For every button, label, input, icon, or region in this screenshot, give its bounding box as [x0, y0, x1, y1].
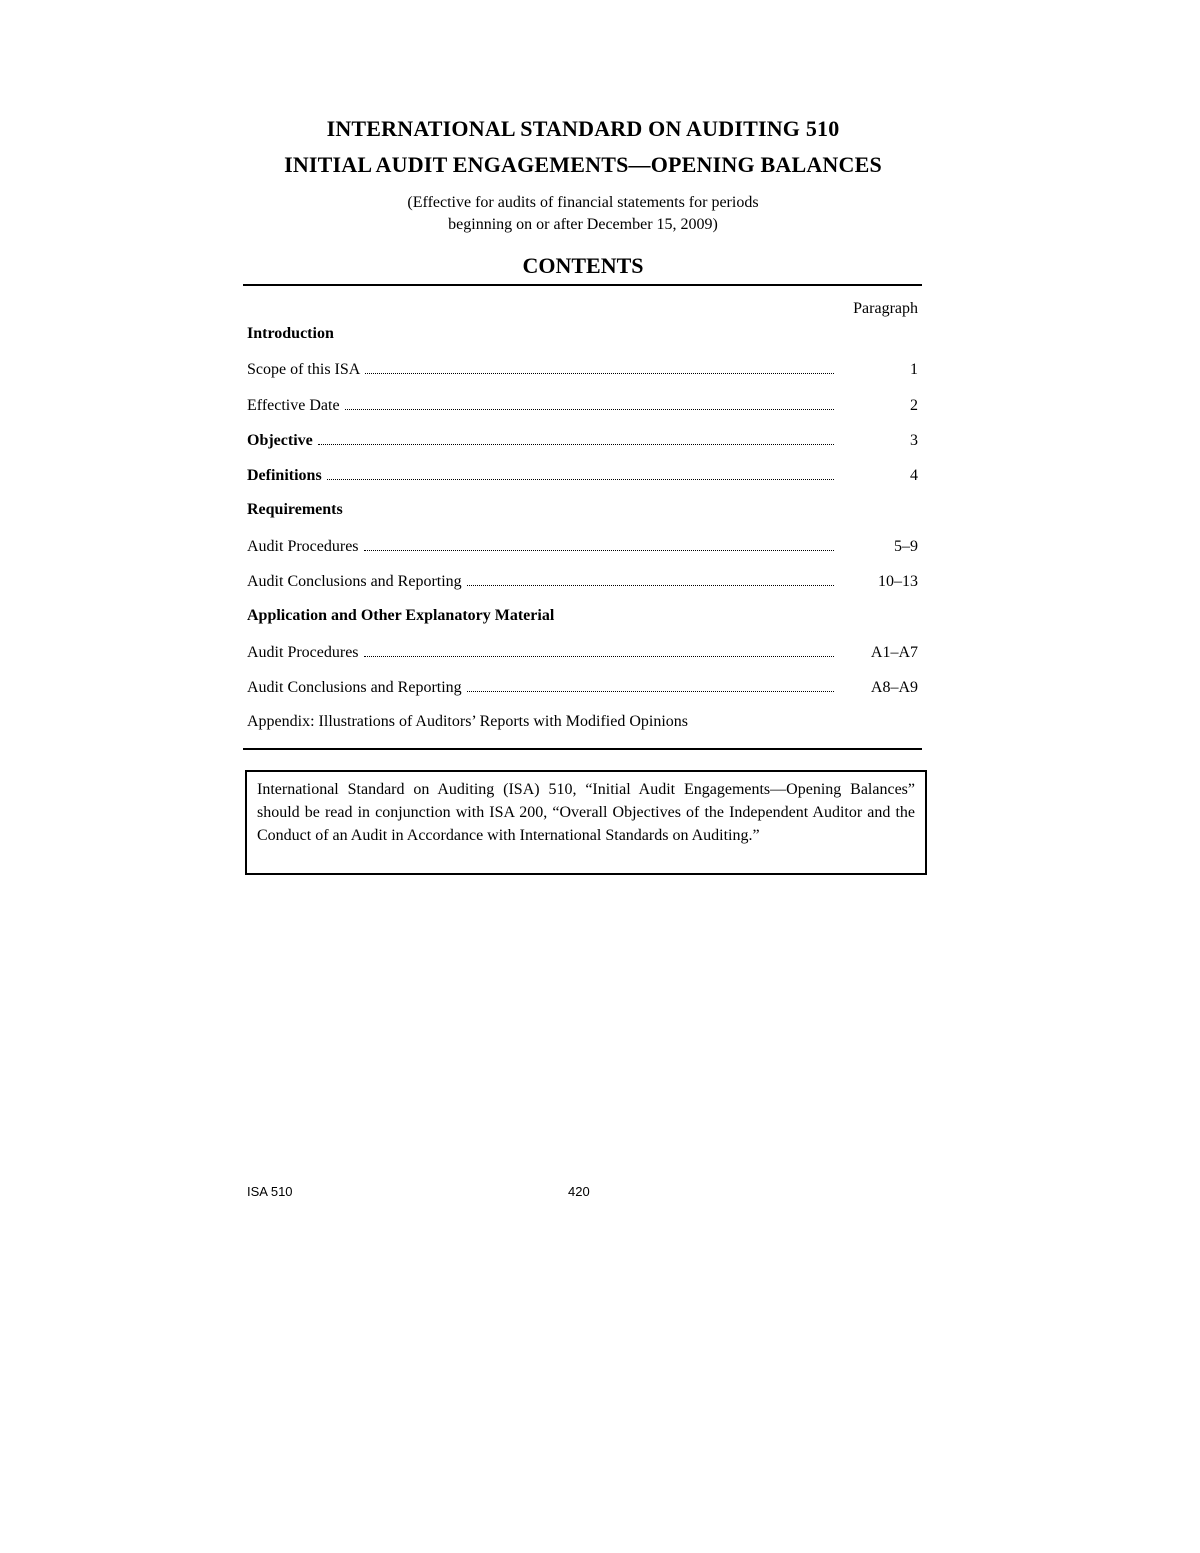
- standard-subtitle: INITIAL AUDIT ENGAGEMENTS—OPENING BALANCES: [284, 152, 882, 177]
- effective-line-2: beginning on or after December 15, 2009): [448, 216, 718, 233]
- contents-heading: CONTENTS: [522, 253, 644, 278]
- toc-entry-app-conclusions: [247, 676, 918, 698]
- toc-entry-appendix: [247, 711, 918, 733]
- toc-entry-req-conclusions: [247, 570, 918, 592]
- toc-entry-label: Audit Conclusions and Reporting: [247, 573, 462, 590]
- effective-line-1: (Effective for audits of financial statements for periods: [407, 194, 759, 211]
- toc-entry-req-audit-procedures: [247, 535, 918, 557]
- toc-entry-paragraph: 5–9: [894, 538, 918, 555]
- paragraph-column-label: Paragraph: [853, 300, 918, 317]
- toc-entry-objective: [247, 429, 918, 451]
- dot-leader: [322, 464, 834, 480]
- toc-entry-effective-date: [247, 394, 918, 416]
- toc-entry-label: Appendix: Illustrations of Auditors’ Reports with Modified Opinions: [247, 713, 689, 730]
- toc-entry-label: Definitions: [247, 467, 322, 484]
- toc-entry-paragraph: 1: [910, 361, 918, 378]
- dot-leader: [359, 641, 834, 657]
- toc-entry-paragraph: 4: [910, 467, 918, 484]
- toc-section-application: Application and Other Explanatory Material: [247, 607, 555, 624]
- footer-standard-ref: ISA 510: [247, 1184, 293, 1199]
- dot-leader: [340, 394, 834, 410]
- toc-section-introduction: Introduction: [247, 325, 334, 342]
- toc-entry-paragraph: A8–A9: [870, 679, 918, 696]
- toc-entry-scope: [247, 358, 918, 380]
- contents-bottom-rule: [243, 748, 922, 750]
- toc-entry-label: Scope of this ISA: [247, 361, 361, 378]
- toc-entry-label: Effective Date: [247, 397, 340, 414]
- toc-entry-label: Audit Procedures: [247, 538, 359, 555]
- toc-entry-definitions: [247, 464, 918, 486]
- toc-entry-label: Audit Conclusions and Reporting: [247, 679, 462, 696]
- effective-date-note: [0, 192, 1166, 236]
- toc-entry-paragraph: 2: [910, 397, 918, 414]
- contents-top-rule: [243, 284, 922, 286]
- toc-entry-paragraph: 3: [910, 432, 918, 449]
- toc-entry-app-audit-procedures: [247, 641, 918, 663]
- toc-entry-label: Objective: [247, 432, 313, 449]
- dot-leader: [313, 429, 834, 445]
- toc-entry-paragraph: 10–13: [878, 573, 918, 590]
- toc-section-requirements: Requirements: [247, 501, 343, 518]
- dot-leader: [462, 570, 834, 586]
- footer-page-number: 420: [568, 1184, 590, 1199]
- dot-leader: [360, 358, 834, 374]
- dot-leader: [359, 535, 834, 551]
- standard-title: INTERNATIONAL STANDARD ON AUDITING 510: [326, 116, 840, 141]
- toc-entry-paragraph: A1–A7: [870, 644, 918, 661]
- dot-leader: [462, 676, 834, 692]
- toc-entry-label: Audit Procedures: [247, 644, 359, 661]
- reading-notice-box: International Standard on Auditing (ISA) 510, “Initial Audit Engagements—Opening Balances” should be read in conjunction with ISA 200, “Overall Objectives of the Independent Auditor and the Conduct of an Audit in Accordance with International Standards on Auditing.”: [245, 770, 927, 875]
